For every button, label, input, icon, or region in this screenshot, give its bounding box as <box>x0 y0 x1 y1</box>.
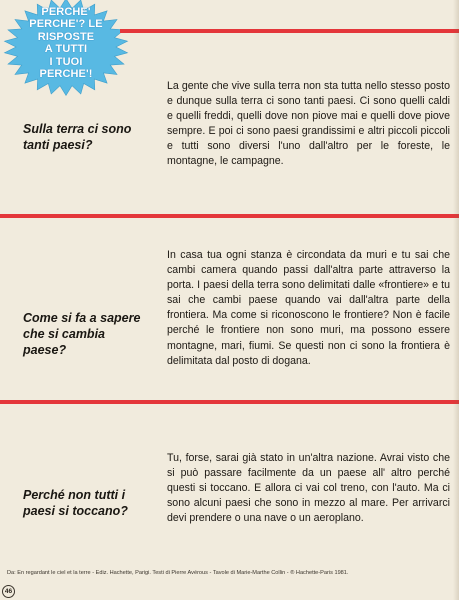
question-3: Perché non tutti i paesi si toccano? <box>23 488 128 518</box>
question-1: Sulla terra ci sono tanti paesi? <box>23 122 132 152</box>
starburst-badge <box>2 0 130 96</box>
badge-line: PERCHE' <box>41 6 91 18</box>
red-divider-middle <box>0 214 459 218</box>
answer-1: La gente che vive sulla terra non sta tutta nello stesso posto e dunque sulla terra ci sono tanti paesi. Ci sono quelli caldi e quelli freddi, quelli dove non piove mai e quelli dove piove sempre. E poi ci sono paesi grandissimi e altri piccoli piccoli e tutti sono diversi l'uno dall'altro per le foreste, le montagne, le campagne. <box>167 80 450 168</box>
question-2: Come si fa a sapere che si cambia paese? <box>23 311 141 357</box>
page-edge-shadow <box>453 0 459 600</box>
source-credit: Da: En regardant le ciel et la terre - Ediz. Hachette, Parigi. Testi di Pierre Avérous - Tavole di Marie-Marthe Collin - ® Hachette-Paris 1981. <box>7 570 349 576</box>
red-divider-top <box>120 29 459 33</box>
badge-line: PERCHE'! <box>39 68 93 81</box>
badge-line: A TUTTI <box>44 43 88 56</box>
badge-line: PERCHE'? LE <box>29 18 103 31</box>
badge-text <box>20 6 112 80</box>
page-number: 46 <box>2 585 15 598</box>
answer-2: In casa tua ogni stanza è circondata da muri e tu sai che cambi camera quando passi dall'altra parte attraverso la porta. I paesi della terra sono delimitati dalle «frontiere» e tu sai che cambi paese quando vai dall'altra parte della frontiera. Ma come si riconoscono le frontiere? Non è facile perché le frontiere non sono muri, ma possono essere montagne, mari, fiumi. Se questi non ci sono la frontiera è delimitata dal posto di dogana. <box>167 249 450 367</box>
answer-3: Tu, forse, sarai già stato in un'altra nazione. Avrai visto che si può passare facilmente da un paese all' altro perché questi si toccano. E allora ci vai col treno, con l'auto. Ma ci sono alcuni paesi che sono in mezzo al mare. Per arrivarci devi prendere o una nave o un aeroplano. <box>167 452 450 525</box>
badge-line: I TUOI <box>49 55 83 68</box>
red-divider-bottom <box>0 400 459 404</box>
badge-line: RISPOSTE <box>37 30 95 43</box>
